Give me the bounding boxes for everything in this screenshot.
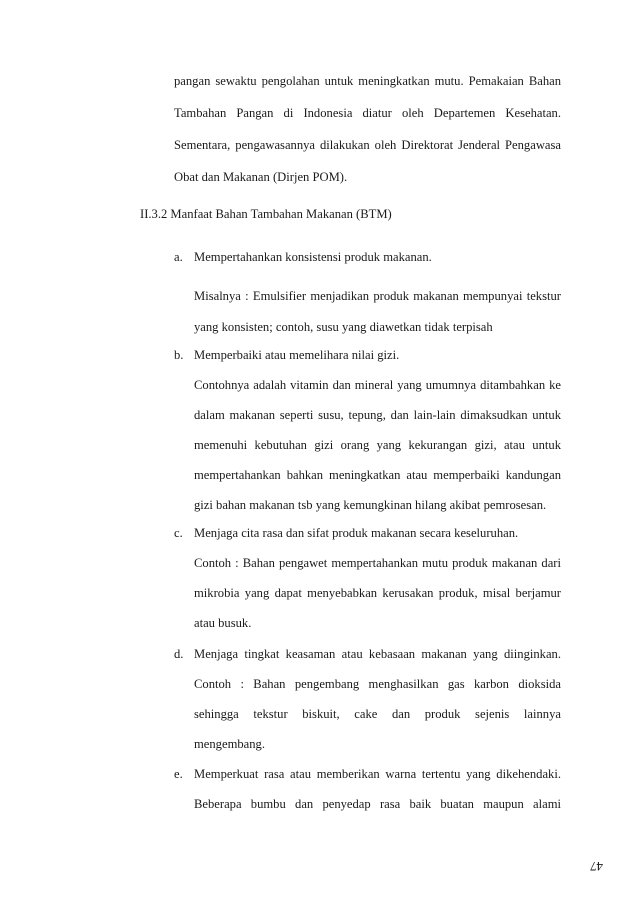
list-item-body-line: mempertahankan bahkan meningkatkan atau memperbaiki kandungan: [194, 468, 561, 482]
list-item-body-line: memenuhi kebutuhan gizi orang yang kekurangan gizi, atau untuk: [194, 438, 561, 452]
list-marker: a.: [174, 250, 183, 264]
list-item-body-line: Beberapa bumbu dan penyedap rasa baik buatan maupun alami: [194, 797, 561, 811]
list-item-title: Menjaga cita rasa dan sifat produk makanan secara keseluruhan.: [194, 526, 519, 540]
page-number: 47: [590, 859, 603, 874]
list-marker: b.: [174, 348, 184, 362]
list-marker: e.: [174, 767, 183, 781]
intro-line-1: pangan sewaktu pengolahan untuk meningkatkan mutu. Pemakaian Bahan: [174, 74, 561, 88]
list-item-body-line: dalam makanan seperti susu, tepung, dan lain-lain dimaksudkan untuk: [194, 408, 561, 422]
list-item-title: Memperkuat rasa atau memberikan warna tertentu yang dikehendaki.: [194, 767, 561, 781]
list-item-title: Memperbaiki atau memelihara nilai gizi.: [194, 348, 400, 362]
list-item-body-line: yang konsisten; contoh, susu yang diawetkan tidak terpisah: [194, 320, 493, 334]
list-marker: d.: [174, 647, 184, 661]
list-item-body-line: gizi bahan makanan tsb yang kemungkinan hilang akibat pemrosesan.: [194, 498, 547, 512]
list-item-body-line: Contohnya adalah vitamin dan mineral yang umumnya ditambahkan ke: [194, 378, 561, 392]
list-item-body-line: sehingga tekstur biskuit, cake dan produk sejenis lainnya: [194, 707, 561, 721]
section-heading: II.3.2 Manfaat Bahan Tambahan Makanan (BTM): [140, 207, 392, 221]
list-item-body-line: Contoh : Bahan pengembang menghasilkan gas karbon dioksida: [194, 677, 561, 691]
list-item-body-line: mikrobia yang dapat menyebabkan kerusakan produk, misal berjamur: [194, 586, 561, 600]
list-item-body-line: atau busuk.: [194, 616, 252, 630]
intro-line-2: Tambahan Pangan di Indonesia diatur oleh Departemen Kesehatan.: [174, 106, 561, 120]
list-item-title: Mempertahankan konsistensi produk makanan.: [194, 250, 432, 264]
list-marker: c.: [174, 526, 183, 540]
intro-line-4: Obat dan Makanan (Dirjen POM).: [174, 170, 348, 184]
list-item-body-line: mengembang.: [194, 737, 265, 751]
list-item-body-line: Contoh : Bahan pengawet mempertahankan mutu produk makanan dari: [194, 556, 561, 570]
list-item-title: Menjaga tingkat keasaman atau kebasaan makanan yang diinginkan.: [194, 647, 561, 661]
list-item-body-line: Misalnya : Emulsifier menjadikan produk makanan mempunyai tekstur: [194, 289, 561, 303]
intro-line-3: Sementara, pengawasannya dilakukan oleh Direktorat Jenderal Pengawasa: [174, 138, 561, 152]
